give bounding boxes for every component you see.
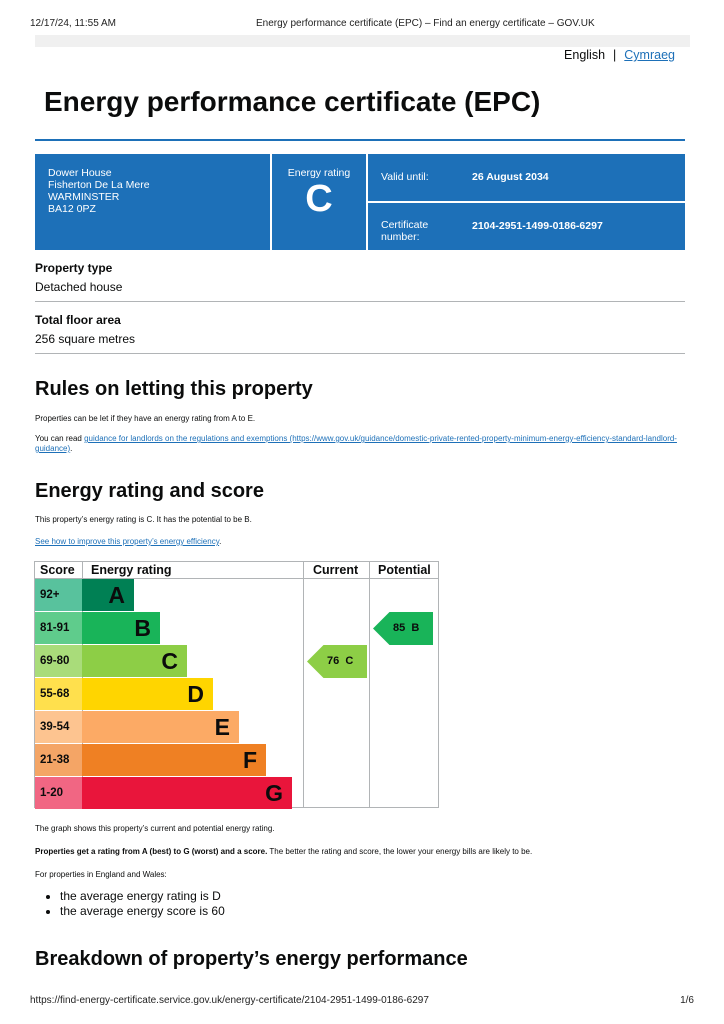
band-score-a: 92+ (35, 579, 82, 611)
floor-area-value: 256 square metres (35, 332, 136, 346)
property-type-label: Property type (35, 261, 113, 275)
address-line-1: Dower House (48, 167, 112, 179)
band-bar-a: A (82, 579, 134, 611)
list-item: • the average energy rating is D (60, 889, 225, 904)
title-underline (35, 139, 685, 141)
divider (35, 353, 685, 354)
address-line-3: WARMINSTER (48, 191, 120, 203)
rating-explanation-bold: Properties get a rating from A (best) to G (worst) and a score. (35, 847, 268, 856)
address-block (35, 154, 270, 250)
energy-rating-chart (34, 561, 439, 808)
top-bar (35, 35, 690, 47)
rating-para-1: This property’s energy rating is C. It has the potential to be B. (35, 515, 252, 524)
rating-letter: C (305, 178, 333, 220)
band-score-d: 55-68 (35, 678, 82, 710)
rating-explanation (35, 847, 685, 857)
improve-efficiency-link[interactable]: See how to improve this property’s energy efficiency (35, 537, 220, 546)
average-list (35, 889, 225, 919)
rating-block (272, 154, 366, 250)
column-divider (369, 562, 370, 807)
england-wales-note: For properties in England and Wales: (35, 870, 167, 879)
letting-para-2-suffix: . (70, 444, 73, 453)
print-datetime: 12/17/24, 11:55 AM (30, 18, 116, 29)
rating-label: Energy rating (287, 167, 351, 179)
certificate-number: 2104-2951-1499-0186-6297 (472, 220, 603, 232)
valid-until-value: 26 August 2034 (472, 171, 549, 183)
improve-link-suffix: . (219, 537, 222, 546)
band-score-f: 21-38 (35, 744, 82, 776)
band-score-g: 1-20 (35, 777, 82, 809)
letting-para-1: Properties can be let if they have an energy rating from A to E. (35, 414, 256, 423)
landlord-guidance-link[interactable]: guidance for landlords on the regulations and exemptions (https://www.gov.uk/guidance/domestic-private-rented-property-minimum-energy-efficiency-standard-landlord-guidance) (35, 434, 677, 453)
language-separator: | (613, 48, 617, 62)
band-bar-g: G (82, 777, 292, 809)
column-header-current: Current (313, 563, 359, 577)
certificate-block (368, 203, 685, 250)
certificate-label: Certificate number: (381, 219, 429, 243)
graph-note: The graph shows this property’s current and potential energy rating. (35, 824, 275, 833)
letting-para-2-prefix: You can read (35, 434, 85, 443)
letting-para-2 (35, 434, 685, 454)
language-cymraeg-link[interactable]: Cymraeg (624, 48, 675, 62)
valid-until-block (368, 154, 685, 201)
language-switcher (564, 48, 675, 62)
band-bar-c: C (82, 645, 187, 677)
band-bar-e: E (82, 711, 239, 743)
floor-area (35, 313, 685, 346)
floor-area-label: Total floor area (35, 313, 121, 327)
property-type (35, 261, 685, 294)
print-page-number: 1/6 (680, 995, 694, 1006)
column-divider (303, 562, 304, 807)
current-rating-arrow-label: 76 C (327, 655, 354, 667)
rating-heading: Energy rating and score (35, 480, 264, 502)
epc-summary (35, 154, 685, 250)
letting-heading: Rules on letting this property (35, 378, 313, 400)
band-score-c: 69-80 (35, 645, 82, 677)
improve-para (35, 537, 685, 547)
language-english: English (564, 48, 606, 62)
print-url: https://find-energy-certificate.service.gov.uk/energy-certificate/2104-2951-1499-0186-6297 (30, 995, 429, 1006)
band-score-b: 81-91 (35, 612, 82, 644)
band-score-e: 39-54 (35, 711, 82, 743)
list-item: • the average energy score is 60 (60, 904, 225, 919)
address-line-4: BA12 0PZ (48, 203, 96, 215)
print-footer (30, 995, 694, 1006)
column-header-energy-rating: Energy rating (91, 563, 172, 577)
print-page-title: Energy performance certificate (EPC) – Find an energy certificate – GOV.UK (256, 18, 595, 29)
divider (35, 301, 685, 302)
band-bar-f: F (82, 744, 266, 776)
valid-until-label: Valid until: (381, 171, 429, 183)
band-bar-b: B (82, 612, 160, 644)
potential-rating-arrow-label: 85 B (393, 622, 420, 634)
breakdown-heading: Breakdown of property’s energy performance (35, 948, 468, 970)
page-title: Energy performance certificate (EPC) (44, 86, 541, 117)
band-bar-d: D (82, 678, 213, 710)
column-header-potential: Potential (378, 563, 431, 577)
column-header-score: Score (40, 563, 75, 577)
property-type-value: Detached house (35, 280, 123, 294)
rating-explanation-rest: The better the rating and score, the lower your energy bills are likely to be. (267, 847, 533, 856)
address-line-2: Fisherton De La Mere (48, 179, 150, 191)
